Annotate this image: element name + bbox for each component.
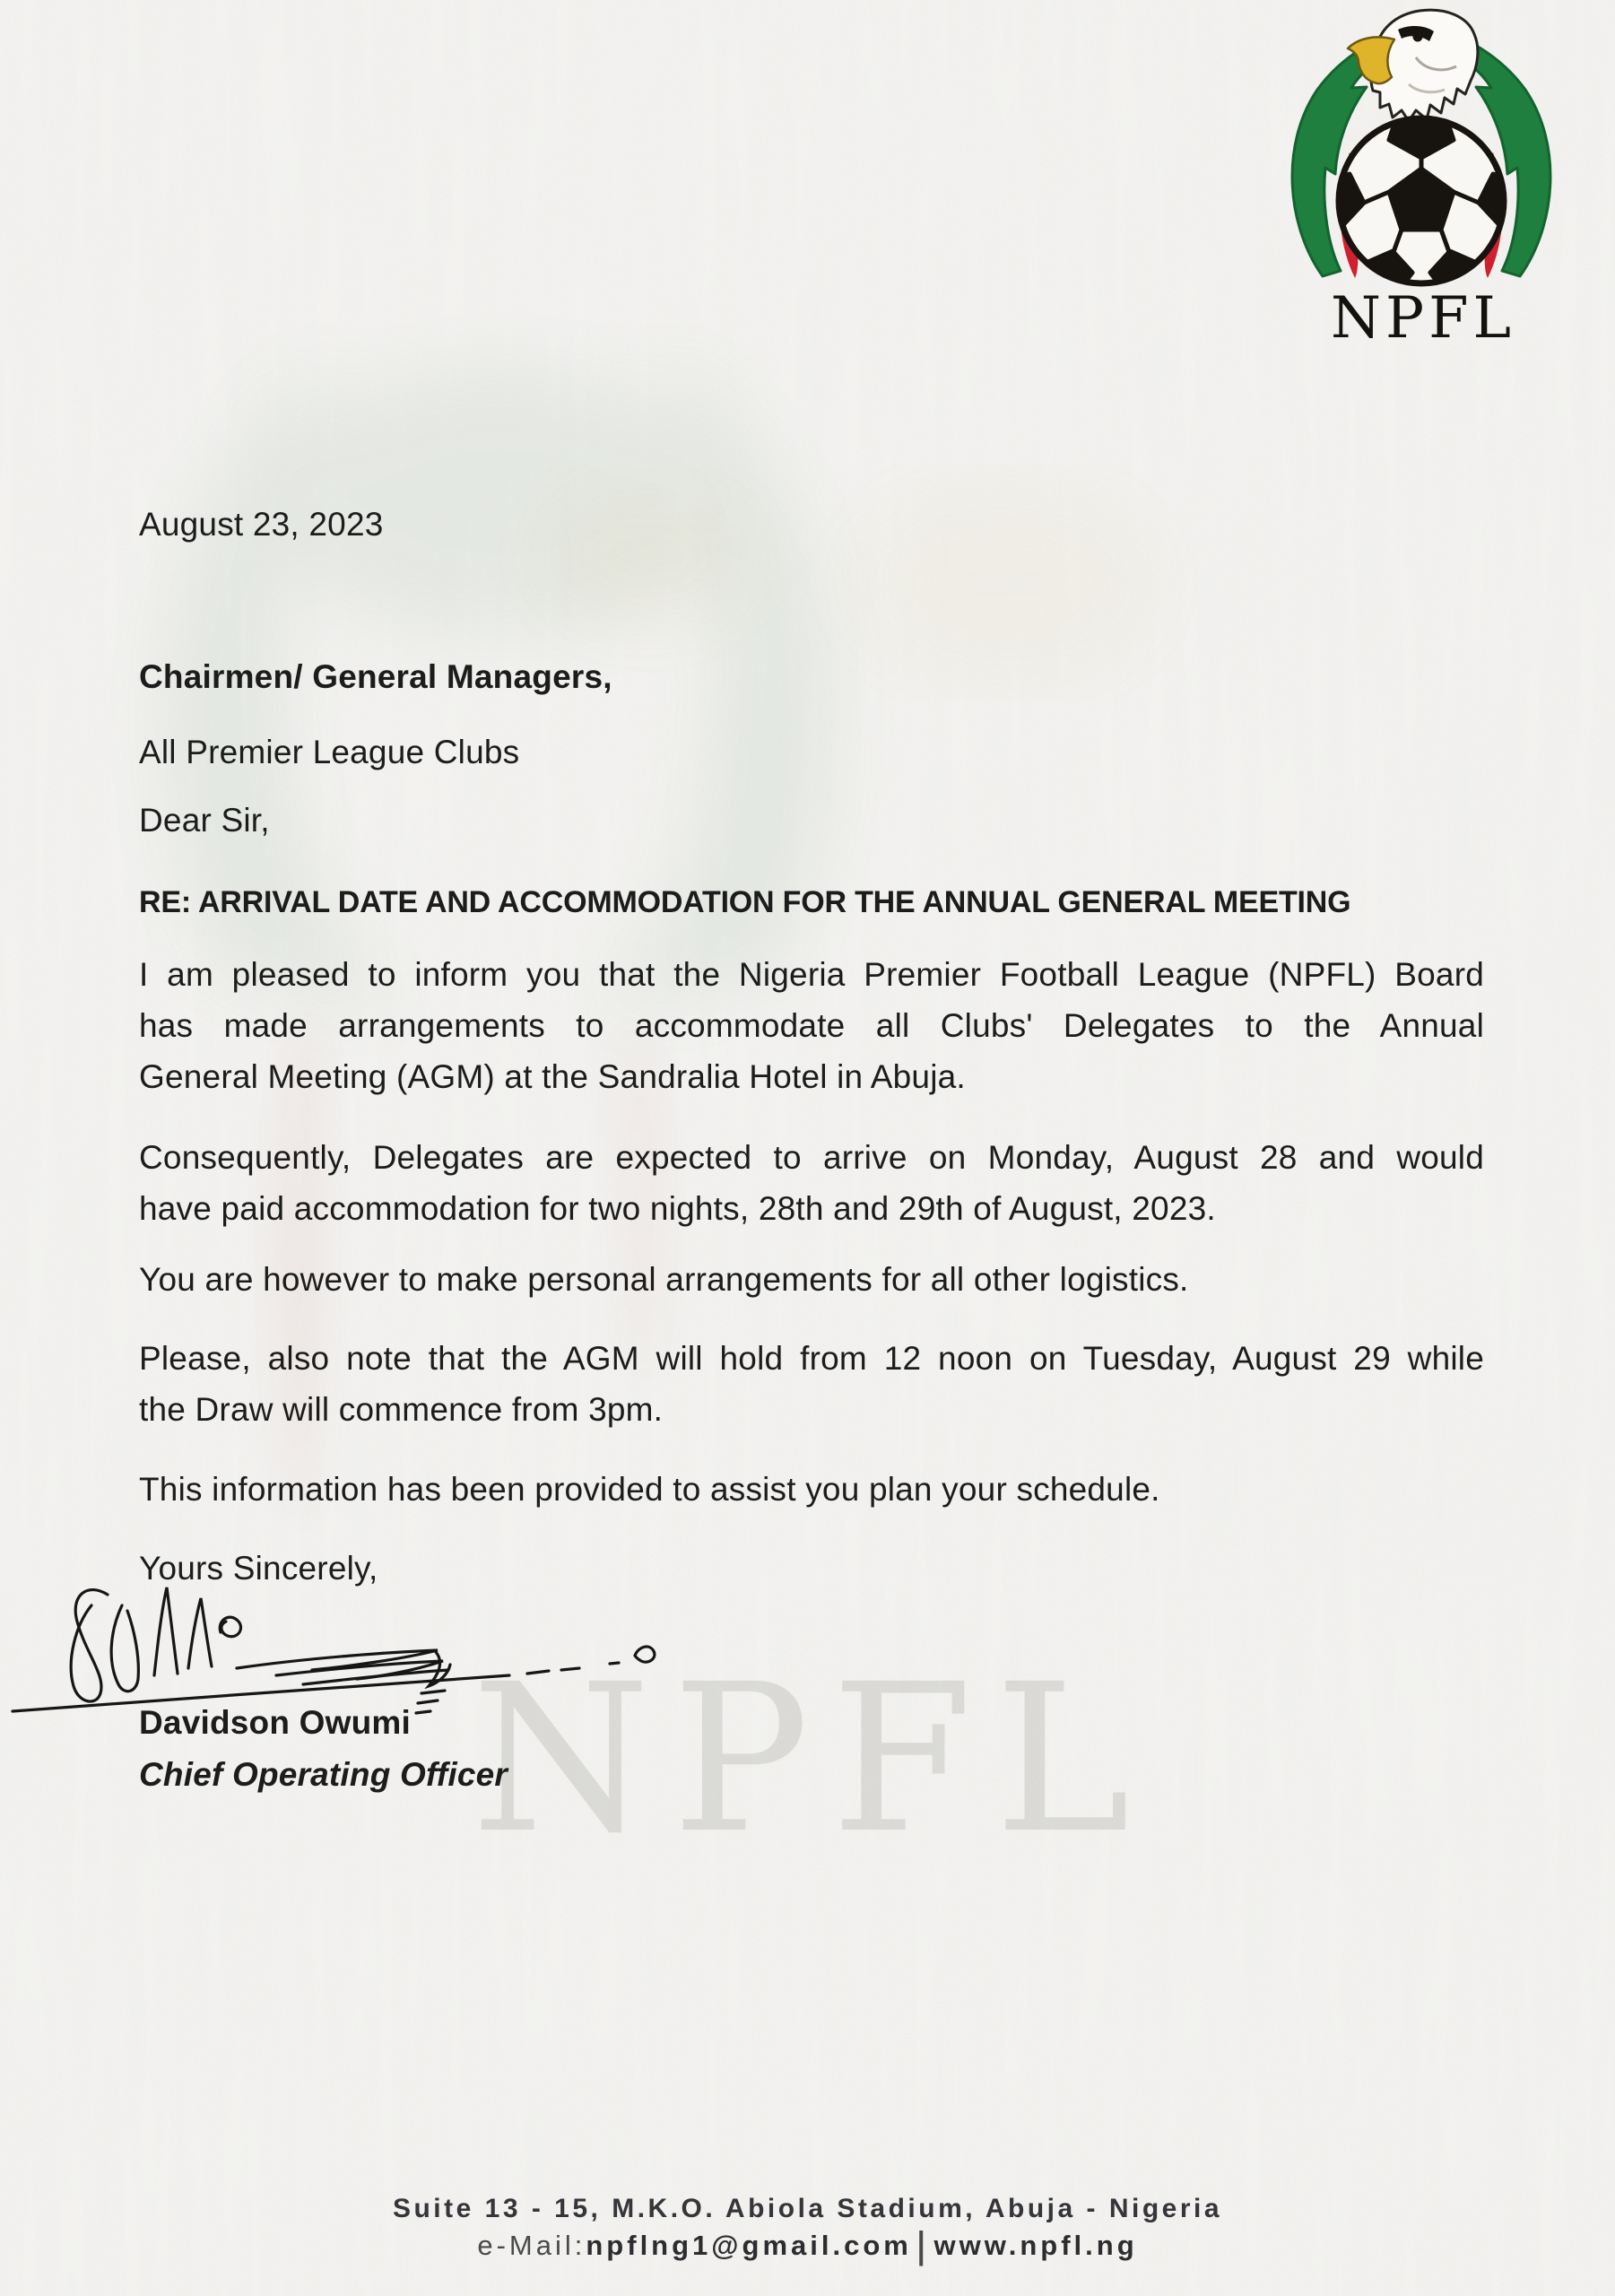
letter-line: This information has been provided to assist you plan your schedule. <box>139 1471 1160 1508</box>
letter-line: has made arrangements to accommodate all Clubs' Delegates to the Annual <box>139 1007 1484 1044</box>
salutation: Dear Sir, <box>139 802 270 839</box>
paragraph-1 <box>139 949 1484 1102</box>
soccer-ball-icon <box>1315 108 1527 296</box>
footer-email: npflng1@gmail.com <box>586 2230 912 2261</box>
npfl-logo <box>1240 2 1602 346</box>
footer-separator: | <box>916 2223 929 2266</box>
footer-address: Suite 13 - 15, M.K.O. Abiola Stadium, Abuja - Nigeria <box>392 2194 1223 2223</box>
letter-line: Consequently, Delegates are expected to arrive on Monday, August 28 and would <box>139 1139 1484 1176</box>
logo-wordmark: NPFL <box>1331 285 1515 346</box>
signatory-name: Davidson Owumi <box>139 1704 411 1741</box>
recipient-line-1: Chairmen/ General Managers, <box>139 658 612 695</box>
paragraph-4 <box>139 1333 1484 1435</box>
letter-line: I am pleased to inform you that the Nigeria Premier Football League (NPFL) Board <box>139 956 1484 993</box>
eagle-icon <box>1348 10 1478 121</box>
letter-line: Please, also note that the AGM will hold from 12 noon on Tuesday, August 29 while <box>139 1340 1484 1377</box>
footer-email-label: e-Mail: <box>477 2230 586 2261</box>
letter-date: August 23, 2023 <box>139 506 384 543</box>
paragraph-5 <box>139 1464 1484 1515</box>
letter-line: General Meeting (AGM) at the Sandralia Hotel in Abuja. <box>139 1058 966 1095</box>
letter-line: the Draw will commence from 3pm. <box>139 1391 664 1428</box>
paragraph-2 <box>139 1132 1484 1234</box>
closing: Yours Sincerely, <box>139 1550 378 1587</box>
recipient-line-2: All Premier League Clubs <box>139 734 520 770</box>
letter-line: have paid accommodation for two nights, 28th and 29th of August, 2023. <box>139 1190 1216 1227</box>
letter-line: You are however to make personal arrangements for all other logistics. <box>139 1261 1189 1298</box>
footer-website: www.npfl.ng <box>933 2230 1138 2261</box>
footer-contact <box>0 2223 1615 2266</box>
signatory-title: Chief Operating Officer <box>139 1756 508 1793</box>
paragraph-3 <box>139 1254 1484 1305</box>
subject-line: RE: ARRIVAL DATE AND ACCOMMODATION FOR THE ANNUAL GENERAL MEETING <box>139 885 1351 919</box>
npfl-watermark: NPFL <box>471 1639 1152 1878</box>
